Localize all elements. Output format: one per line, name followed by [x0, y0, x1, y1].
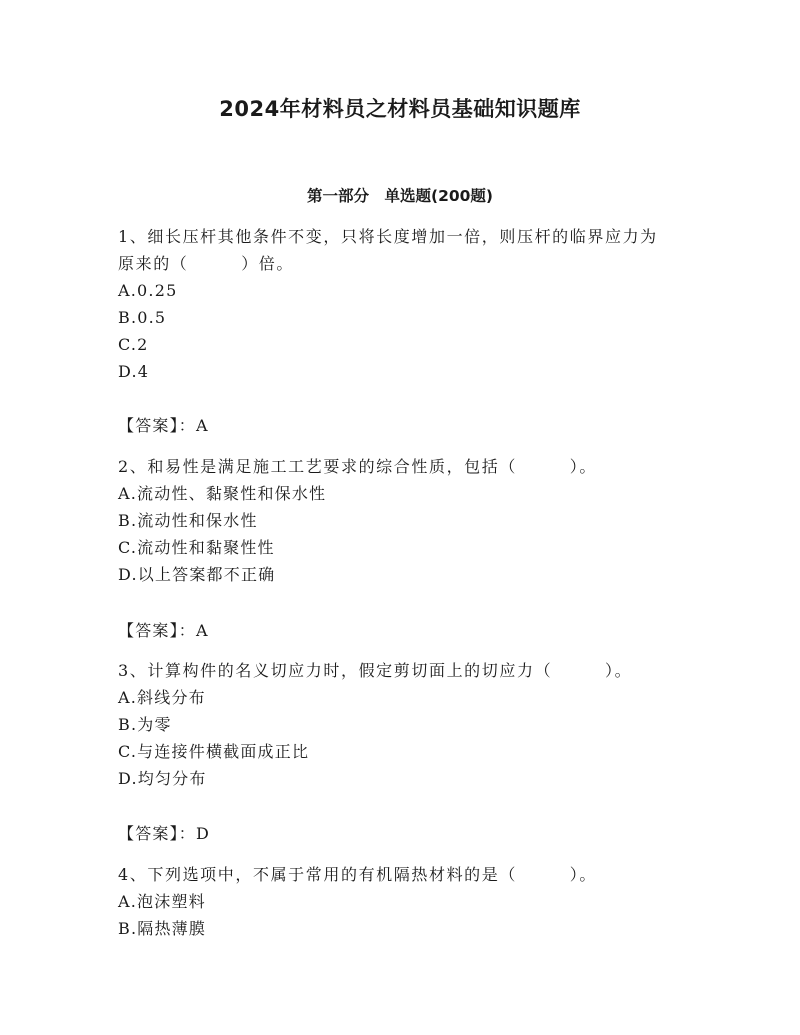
document-title: 2024年材料员之材料员基础知识题库: [219, 97, 581, 121]
answer-value: A: [196, 416, 209, 435]
answer-value: D: [196, 824, 211, 843]
option-b: B.隔热薄膜: [118, 919, 207, 938]
answer-value: A: [196, 621, 209, 640]
question-stem: 3、计算构件的名义切应力时，假定剪切面上的切应力（ ）。: [118, 661, 633, 680]
option-a: A.0.25: [118, 281, 178, 300]
option-d: D.均匀分布: [118, 769, 207, 788]
option-b: B.流动性和保水性: [118, 511, 258, 530]
option-b: B.为零: [118, 715, 172, 734]
answer-label: 【答案】：: [118, 416, 197, 435]
option-a: A.流动性、黏聚性和保水性: [118, 484, 327, 503]
option-c: C.2: [118, 335, 149, 354]
question-1: [118, 223, 688, 385]
option-d: D.4: [118, 362, 150, 381]
section-title: 第一部分 单选题(200题): [306, 187, 494, 205]
option-b: B.0.5: [118, 308, 167, 327]
question-stem: 4、下列选项中，不属于常用的有机隔热材料的是（ ）。: [118, 865, 597, 884]
answer-2: [118, 617, 209, 644]
question-2: [118, 453, 688, 588]
answer-label: 【答案】：: [118, 824, 197, 843]
question-stem-continued: 原来的（ ）倍。: [118, 254, 295, 273]
answer-label: 【答案】：: [118, 621, 197, 640]
question-3: [118, 657, 688, 792]
option-a: A.泡沫塑料: [118, 892, 206, 911]
option-c: C.流动性和黏聚性性: [118, 538, 275, 557]
answer-1: [118, 412, 209, 439]
option-c: C.与连接件横截面成正比: [118, 742, 310, 761]
question-stem: 1、细长压杆其他条件不变，只将长度增加一倍，则压杆的临界应力为: [118, 227, 658, 246]
option-a: A.斜线分布: [118, 688, 206, 707]
question-stem: 2、和易性是满足施工工艺要求的综合性质，包括（ ）。: [118, 457, 597, 476]
option-d: D.以上答案都不正确: [118, 565, 276, 584]
answer-3: [118, 820, 210, 847]
question-4: [118, 861, 688, 942]
